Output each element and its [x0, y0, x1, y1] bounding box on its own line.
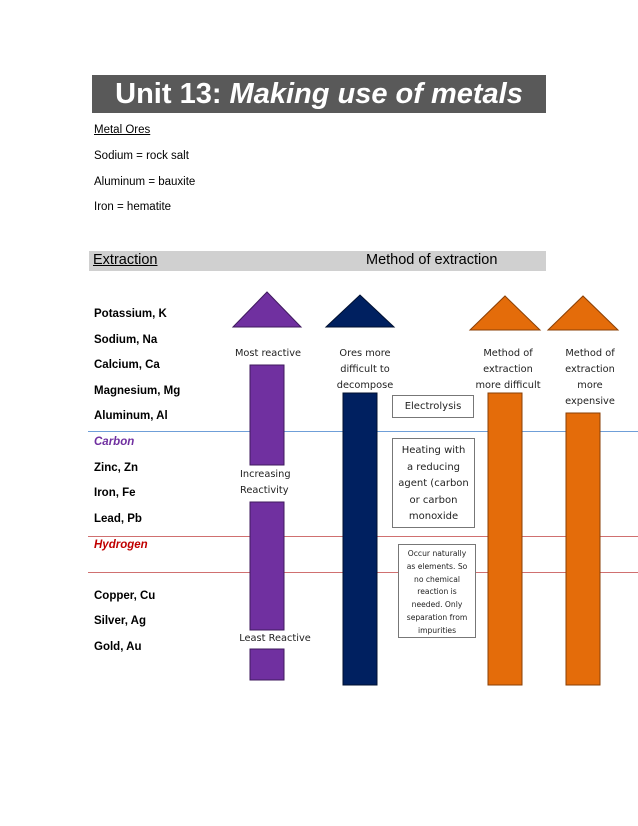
element-hydrogen: Hydrogen — [94, 539, 148, 551]
expense-label-line: more — [577, 380, 603, 391]
element-carbon: Carbon — [94, 436, 135, 448]
extraction-header: Extraction — [93, 252, 158, 268]
ore-item: Aluminum = bauxite — [94, 176, 196, 188]
ores-label-line: difficult to — [340, 364, 390, 375]
metal-zinc: Zinc, Zn — [94, 462, 139, 474]
method-header: Method of extraction — [366, 252, 498, 268]
method-expense-label — [552, 346, 628, 410]
method-label-line: more difficult — [475, 380, 541, 391]
metal-lead: Lead, Pb — [94, 513, 142, 525]
increasing-label-line: Increasing — [240, 469, 291, 480]
heating-line: Heating with — [401, 445, 466, 456]
heating-line: monoxide — [408, 511, 459, 522]
method-label-line: Method of — [483, 348, 533, 359]
natural-line: as elements. So — [406, 561, 468, 571]
natural-line: impurities — [417, 625, 457, 635]
metal-potassium: Potassium, K — [94, 308, 167, 320]
metal-calcium: Calcium, Ca — [94, 359, 160, 371]
title-main: Making use of metals — [229, 78, 523, 110]
natural-line: separation from — [406, 612, 468, 622]
increasing-reactivity-label — [240, 467, 306, 499]
metal-magnesium: Magnesium, Mg — [94, 385, 181, 397]
heating-box — [392, 438, 475, 528]
expense-label-line: expensive — [565, 396, 615, 407]
method-label-line: extraction — [483, 364, 533, 375]
metal-sodium: Sodium, Na — [94, 334, 158, 346]
natural-line: Occur naturally — [407, 549, 467, 558]
ores-label-line: Ores more — [339, 348, 391, 359]
ores-label-line: decompose — [336, 380, 394, 391]
metal-copper: Copper, Cu — [94, 590, 156, 602]
expense-label-line: extraction — [565, 364, 615, 375]
heating-line: or carbon — [409, 494, 458, 506]
metal-silver: Silver, Ag — [94, 615, 146, 627]
method-difficulty-label — [468, 346, 548, 394]
least-reactive-label: Least Reactive — [239, 633, 311, 644]
ores-heading: Metal Ores — [94, 124, 151, 136]
natural-line: needed. Only — [411, 600, 463, 610]
metal-iron: Iron, Fe — [94, 487, 136, 499]
metal-gold: Gold, Au — [94, 641, 142, 653]
metal-aluminum: Aluminum, Al — [94, 410, 168, 422]
electrolysis-box: Electrolysis — [392, 395, 474, 418]
ore-item: Iron = hematite — [94, 201, 172, 213]
natural-line: reaction is — [417, 587, 457, 597]
title-prefix: Unit 13: — [115, 78, 230, 110]
heating-line: a reducing — [407, 461, 460, 473]
expense-label-line: Method of — [565, 348, 615, 359]
ore-item: Sodium = rock salt — [94, 150, 189, 162]
heating-line: agent (carbon — [398, 478, 469, 489]
increasing-label-line: Reactivity — [240, 485, 289, 496]
most-reactive-label: Most reactive — [234, 348, 302, 359]
natural-box — [398, 544, 476, 638]
ores-difficulty-label — [326, 346, 404, 394]
natural-line: no chemical — [414, 574, 460, 584]
